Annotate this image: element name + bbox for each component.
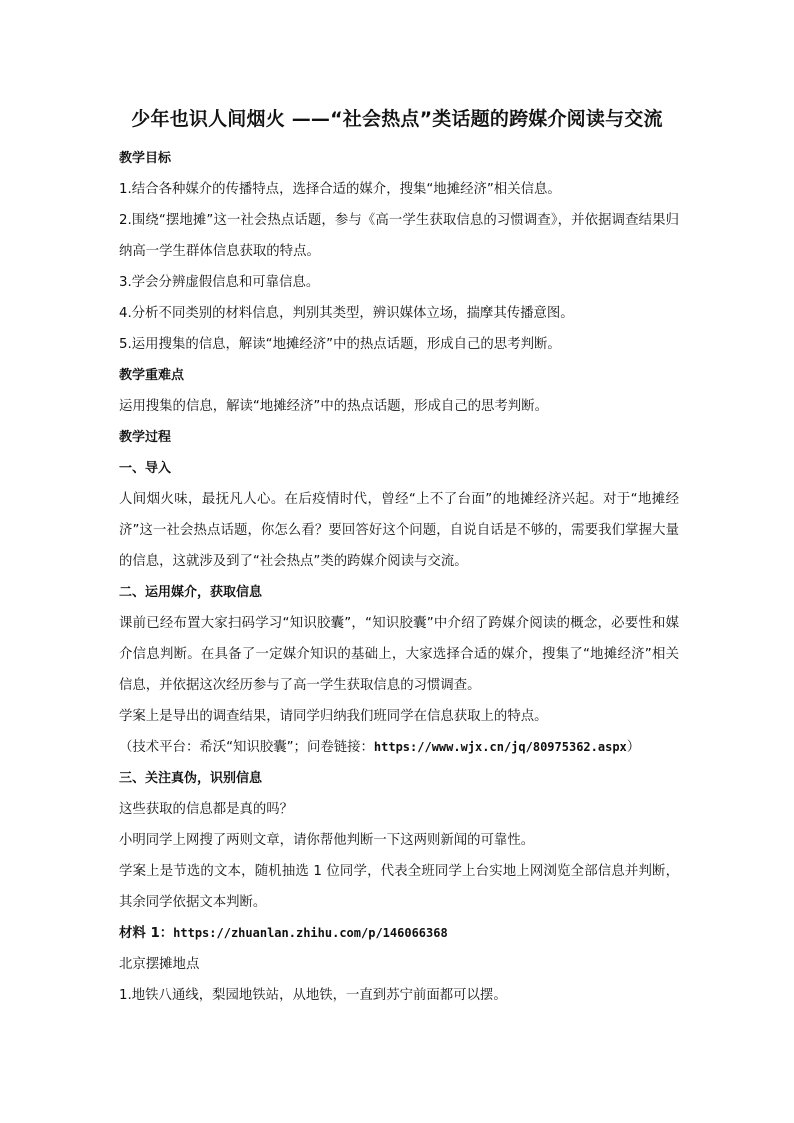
material-1-title: 北京摆摊地点 — [119, 957, 200, 972]
part-heading-intro: 一、导入 — [119, 461, 172, 476]
document-title: 少年也识人间烟火 ——“社会热点”类话题的跨媒介阅读与交流 — [131, 108, 663, 130]
media-paragraph: 课前已经布置大家扫码学习“知识胶囊”，“知识胶囊”中介绍了跨媒介阅读的概念，必要性和媒介信息判断。在具备了一定媒介知识的基础上，大家选择合适的媒介，搜集了“地摊经济”相关信息，并依据这次经历参与了高一学生获取信息的习惯调查。 — [119, 616, 679, 693]
survey-link[interactable]: https://www.wjx.cn/jq/80975362.aspx — [373, 740, 627, 754]
goal-item: 4.分析不同类别的材料信息，判别其类型，辨识媒体立场，揣摩其传播意图。 — [119, 306, 574, 321]
verify-paragraph-1: 小明同学上网搜了两则文章，请你帮他判断一下这两则新闻的可靠性。 — [119, 833, 535, 848]
goal-item: 5.运用搜集的信息，解读“地摊经济”中的热点话题，形成自己的思考判断。 — [119, 337, 561, 352]
goal-item: 3.学会分辨虚假信息和可靠信息。 — [119, 275, 320, 290]
section-heading-goals: 教学目标 — [119, 151, 172, 166]
goal-item: 1.结合各种媒介的传播特点，选择合适的媒介，搜集“地摊经济”相关信息。 — [119, 182, 561, 197]
part-heading-media: 二、运用媒介，获取信息 — [119, 585, 263, 600]
goal-item: 2.围绕“摆地摊”这一社会热点话题，参与《高一学生获取信息的习惯调查》，并依据调查结果归纳高一学生群体信息获取的特点。 — [119, 213, 679, 259]
document-body — [119, 143, 679, 1011]
intro-paragraph: 人间烟火味，最抚凡人心。在后疫情时代，曾经“上不了台面”的地摊经济兴起。对于“地摊经济”这一社会热点话题，你怎么看？要回答好这个问题，自说自话是不够的，需要我们掌握大量的信息，这就涉及到了“社会热点”类的跨媒介阅读与交流。 — [119, 492, 679, 569]
tech-note-suffix: ） — [626, 740, 641, 755]
material-1-label: 材料 1： — [119, 926, 174, 941]
tech-note-prefix: （技术平台：希沃“知识胶囊”；问卷链接： — [119, 740, 374, 755]
media-paragraph-2: 学案上是导出的调查结果，请同学归纳我们班同学在信息获取上的特点。 — [119, 709, 548, 724]
verify-question: 这些获取的信息都是真的吗？ — [119, 802, 294, 817]
key-points-text: 运用搜集的信息，解读“地摊经济”中的热点话题，形成自己的思考判断。 — [119, 399, 548, 414]
part-heading-verify: 三、关注真伪，识别信息 — [119, 771, 263, 786]
material-1-line — [119, 918, 679, 949]
section-heading-key-points: 教学重难点 — [119, 368, 185, 383]
material-1-item: 1.地铁八通线，梨园地铁站，从地铁，一直到苏宁前面都可以摆。 — [119, 988, 507, 1003]
verify-paragraph-2: 学案上是节选的文本，随机抽选 1 位同学，代表全班同学上台实地上网浏览全部信息并判断，其余同学依据文本判断。 — [119, 864, 679, 910]
section-heading-process: 教学过程 — [119, 430, 172, 445]
tech-platform-note — [119, 732, 679, 763]
material-1-link[interactable]: https://zhuanlan.zhihu.com/p/146066368 — [173, 926, 448, 940]
